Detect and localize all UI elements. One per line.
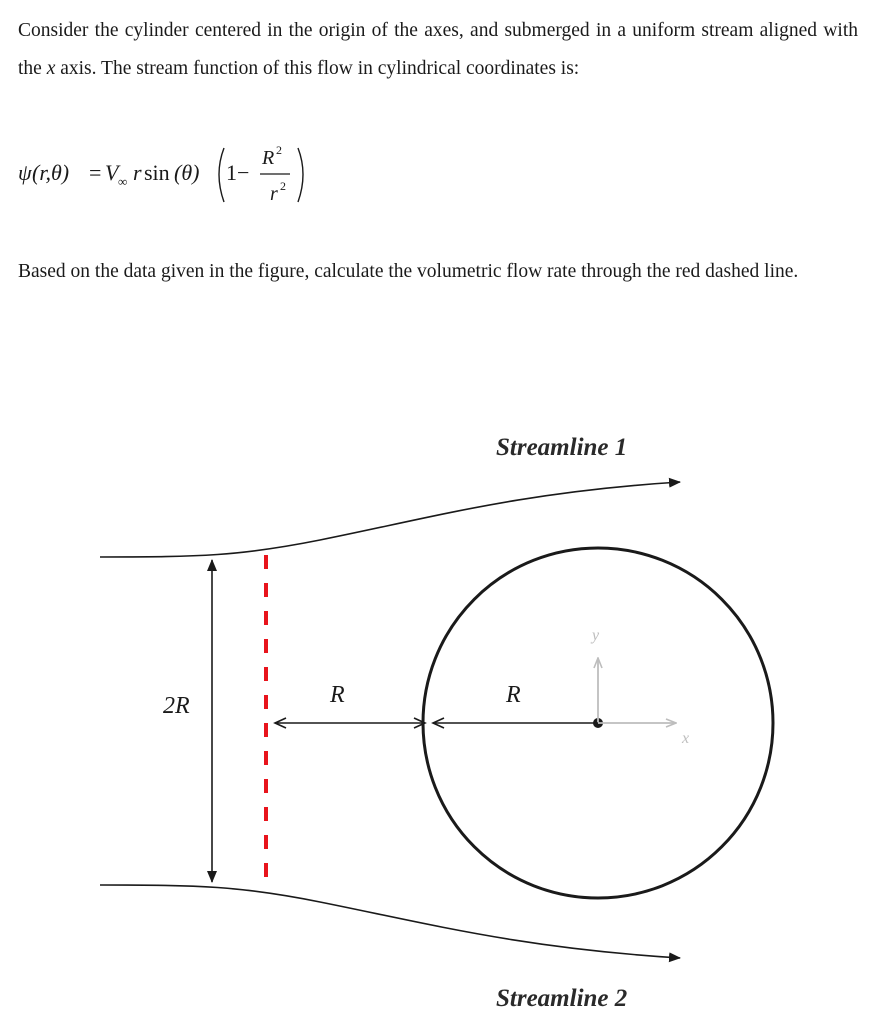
eq-denominator-r: r — [270, 183, 278, 205]
eq-args: (r,θ) — [32, 160, 70, 185]
stream-function-equation — [18, 140, 338, 210]
eq-one-minus: 1− — [226, 160, 250, 185]
streamline-2 — [100, 885, 680, 958]
axis-x-label: x — [682, 730, 690, 747]
eq-denominator-exponent: 2 — [280, 179, 286, 193]
intro-text-end: axis. The stream function of this flow in cylindrical coordinates is: — [55, 58, 580, 79]
eq-sin: sin — [144, 160, 170, 185]
height-label-2R: 2R — [163, 693, 190, 719]
eq-V: V — [105, 160, 119, 185]
eq-numerator-exponent: 2 — [276, 143, 282, 157]
eq-psi: ψ — [18, 160, 32, 185]
intro-text: Consider the cylinder centered in the origin of the axes, and submerged in a uniform stream aligned with the — [18, 20, 858, 79]
axis-y-label: y — [592, 627, 600, 644]
streamline-2-label: Streamline 2 — [496, 985, 628, 1012]
problem-question: Based on the data given in the figure, calculate the volumetric flow rate through the red dashed line. — [18, 261, 799, 282]
streamline-1-label: Streamline 1 — [496, 434, 628, 461]
flow-figure — [0, 400, 875, 1024]
eq-infinity-subscript: ∞ — [118, 174, 128, 189]
eq-theta-arg: (θ) — [174, 160, 200, 185]
eq-r: r — [133, 160, 142, 185]
eq-left-paren — [219, 148, 224, 202]
gap-label-R: R — [330, 682, 345, 708]
streamline-1 — [100, 482, 680, 557]
eq-right-paren — [298, 148, 303, 202]
problem-intro — [18, 12, 858, 88]
radius-label-R: R — [506, 682, 521, 708]
eq-equals: = — [89, 160, 102, 185]
eq-numerator-R: R — [262, 147, 275, 169]
intro-variable-x: x — [46, 58, 56, 79]
